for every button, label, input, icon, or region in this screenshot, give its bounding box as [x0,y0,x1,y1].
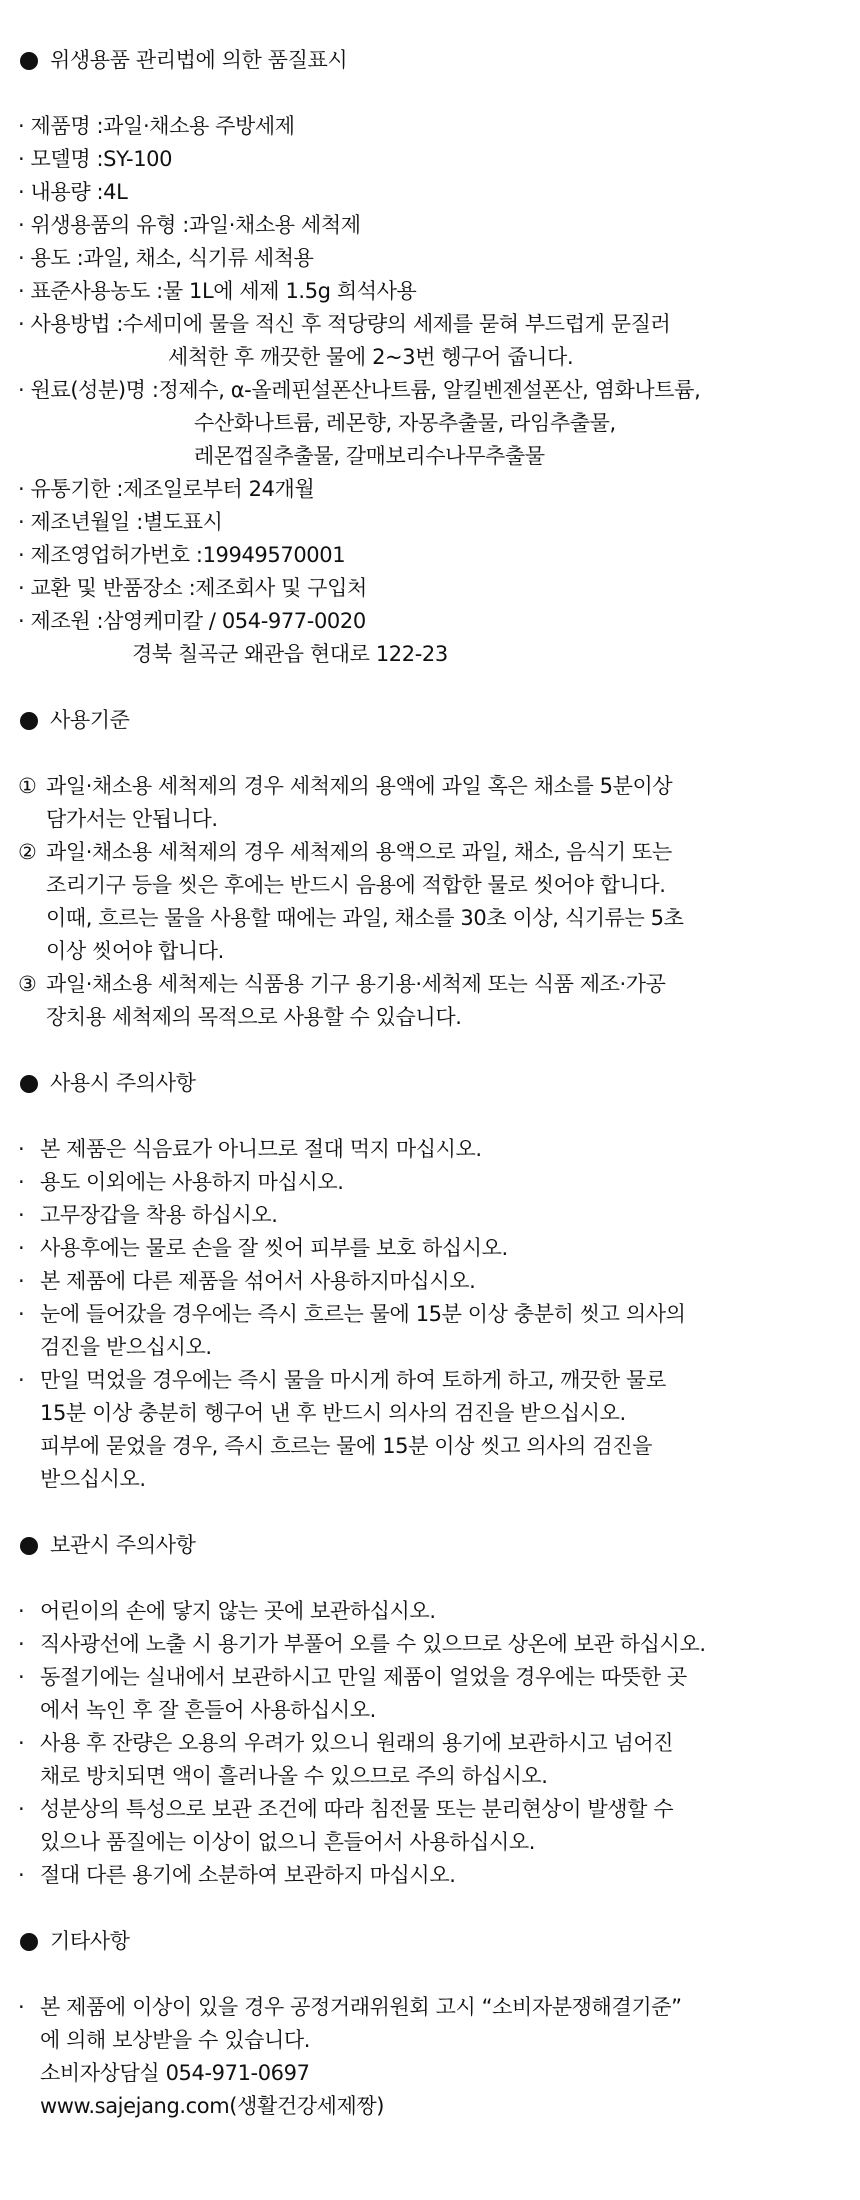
list-item: · 성분상의 특성으로 보관 조건에 따라 침전물 또는 분리현상이 발생할 수 [18,1797,674,1821]
list-item: · 눈에 들어갔을 경우에는 즉시 흐르는 물에 15분 이상 충분히 씻고 의사의 [18,1302,686,1326]
list-item-cont: 받으십시오. [40,1467,146,1491]
standard-item-3: ③ 과일·채소용 세척제는 식품용 기구 용기용·세척제 또는 식품 제조·가공 [18,972,666,996]
section-title-quality: 위생용품 관리법에 의한 품질표시 [18,44,842,77]
list-item-cont: 에 의해 보상받을 수 있습니다. [40,2028,311,2052]
info-row-maker-address: 경북 칠곡군 왜관읍 현대로 122-23 [132,642,448,666]
bullet-icon [20,712,38,730]
list-item-cont: 에서 녹인 후 잘 흔들어 사용하십시오. [40,1698,376,1722]
bullet-icon [20,1933,38,1951]
info-row-ingredients-cont: 레몬껍질추출물, 갈매보리수나무추출물 [194,444,545,468]
list-item: · 고무장갑을 착용 하십시오. [18,1203,278,1227]
info-row-volume: · 내용량 : 4L [18,180,128,204]
info-row-method: · 사용방법 : 수세미에 물을 적신 후 적당량의 세제를 묻혀 부드럽게 문질러 [18,312,671,336]
info-row-expiry: · 유통기한 : 제조일로부터 24개월 [18,477,315,501]
list-item: · 본 제품에 다른 제품을 섞어서 사용하지마십시오. [18,1269,476,1293]
info-row-ingredients: · 원료(성분)명 : 정제수, α-올레핀설폰산나트륨, 알킬벤젠설폰산, 염화나트륨, [18,378,701,402]
section-title-usage-caution: 사용시 주의사항 [18,1067,842,1100]
info-row-maker: · 제조원 : 삼영케미칼 / 054-977-0020 [18,609,366,633]
info-row-purpose: · 용도 : 과일, 채소, 식기류 세척용 [18,246,314,270]
list-item-cont: 검진을 받으십시오. [40,1335,212,1359]
list-item-cont: 있으나 품질에는 이상이 없으니 흔들어서 사용하십시오. [40,1830,536,1854]
info-row-license: · 제조영업허가번호 : 19949570001 [18,543,346,567]
list-item: · 사용후에는 물로 손을 잘 씻어 피부를 보호 하십시오. [18,1236,508,1260]
bullet-icon [20,1075,38,1093]
list-item-cont: 피부에 묻었을 경우, 즉시 흐르는 물에 15분 이상 씻고 의사의 검진을 [40,1434,652,1458]
list-item: · 용도 이외에는 사용하지 마십시오. [18,1170,344,1194]
list-item: · 사용 후 잔량은 오용의 우려가 있으니 원래의 용기에 보관하시고 넘어진 [18,1731,674,1755]
standard-item-2-cont: 이때, 흐르는 물을 사용할 때에는 과일, 채소를 30초 이상, 식기류는 5초 [46,906,684,930]
list-item: · 절대 다른 용기에 소분하여 보관하지 마십시오. [18,1863,456,1887]
info-row-ingredients-cont: 수산화나트륨, 레몬향, 자몽추출물, 라임추출물, [194,411,616,435]
info-row-product-name: · 제품명 : 과일·채소용 주방세제 [18,114,295,138]
list-item: · 만일 먹었을 경우에는 즉시 물을 마시게 하여 토하게 하고, 깨끗한 물로 [18,1368,666,1392]
list-item: · 직사광선에 노출 시 용기가 부풀어 오를 수 있으므로 상온에 보관 하십시오. [18,1632,706,1656]
list-item: · 동절기에는 실내에서 보관하시고 만일 제품이 얼었을 경우에는 따뜻한 곳 [18,1665,687,1689]
info-row-type: · 위생용품의 유형 : 과일·채소용 세척제 [18,213,361,237]
list-item-cont: 15분 이상 충분히 헹구어 낸 후 반드시 의사의 검진을 받으십시오. [40,1401,626,1425]
standard-item-2-cont: 조리기구 등을 씻은 후에는 반드시 음용에 적합한 물로 씻어야 합니다. [46,873,666,897]
website-link[interactable]: www.sajejang.com(생활건강세제짱) [40,2094,385,2118]
info-row-concentration: · 표준사용농도 : 물 1L에 세제 1.5g 희석사용 [18,279,417,303]
standard-item-1: ① 과일·채소용 세척제의 경우 세척제의 용액에 과일 혹은 채소를 5분이상 [18,774,673,798]
section-title-storage-caution: 보관시 주의사항 [18,1529,842,1562]
info-row-method-cont: 세척한 후 깨끗한 물에 2~3번 헹구어 줍니다. [168,345,574,369]
section-title-etc: 기타사항 [18,1925,842,1958]
info-row-exchange: · 교환 및 반품장소 : 제조회사 및 구입처 [18,576,367,600]
standard-item-3-cont: 장치용 세척제의 목적으로 사용할 수 있습니다. [46,1005,462,1029]
list-item: · 본 제품은 식음료가 아니므로 절대 먹지 마십시오. [18,1137,482,1161]
consumer-phone: 소비자상담실 054-971-0697 [40,2061,310,2085]
bullet-icon [20,52,38,70]
list-item: · 본 제품에 이상이 있을 경우 공정거래위원회 고시 “소비자분쟁해결기준” [18,1995,682,2019]
standard-item-2: ② 과일·채소용 세척제의 경우 세척제의 용액으로 과일, 채소, 음식기 또는 [18,840,672,864]
section-title-standard: 사용기준 [18,704,842,737]
list-item-cont: 채로 방치되면 액이 흘러나올 수 있으므로 주의 하십시오. [40,1764,548,1788]
list-item: · 어린이의 손에 닿지 않는 곳에 보관하십시오. [18,1599,436,1623]
bullet-icon [20,1537,38,1555]
info-row-mfg-date: · 제조년월일 : 별도표시 [18,510,223,534]
info-row-model: · 모델명 : SY-100 [18,147,173,171]
standard-item-1-cont: 담가서는 안됩니다. [46,807,218,831]
standard-item-2-cont: 이상 씻어야 합니다. [46,939,224,963]
